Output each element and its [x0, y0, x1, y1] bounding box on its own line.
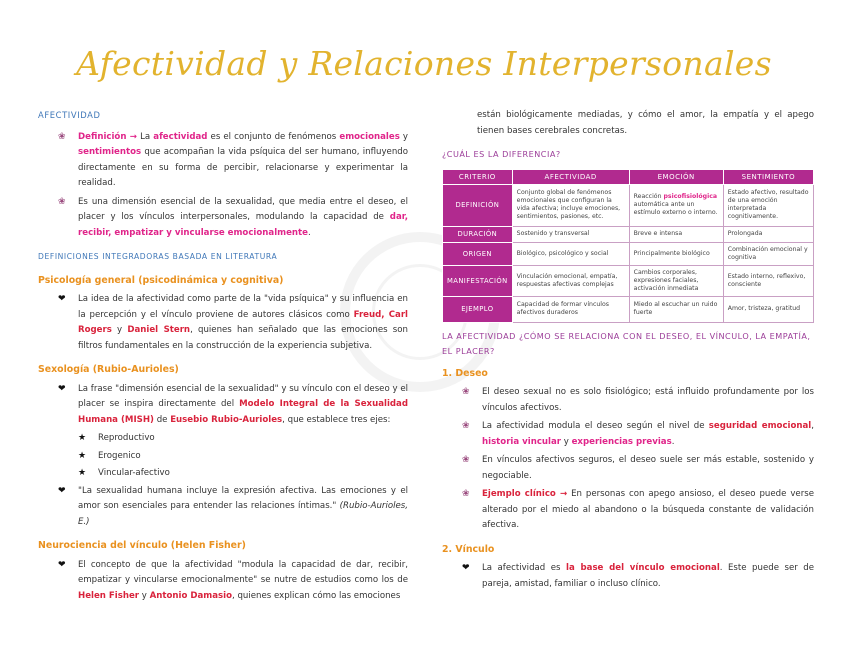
row-label: MANIFESTACIÓN	[443, 265, 513, 296]
neurociencia-heading: Neurociencia del vínculo (Helen Fisher)	[38, 540, 246, 551]
vinculo-heading: 2. Vínculo	[442, 543, 495, 555]
table-row	[443, 226, 814, 242]
left-column	[38, 108, 408, 607]
eje-item: ★ Vincular-afectivo	[38, 466, 408, 482]
heart-bullet-icon: ❤	[58, 485, 66, 496]
row-label: DEFINICIÓN	[443, 184, 513, 226]
star-bullet-icon: ★	[78, 468, 87, 478]
deseo-heading: 1. Deseo	[442, 367, 488, 379]
eje-item: ★ Reproductivo	[38, 431, 408, 447]
right-column	[442, 108, 814, 595]
heart-bullet-icon: ❤	[58, 294, 66, 304]
table-cell: Principalmente biológico	[629, 242, 723, 265]
table-cell: Conjunto global de fenómenos emocionales que configuran la vida afectiva; incluye emociones, sentimientos, pasiones, etc.	[512, 184, 629, 226]
table-row	[443, 184, 814, 226]
table-cell: Cambios corporales, expresiones faciales, activación inmediata	[629, 265, 723, 296]
table-cell: Combinación emocional y cognitiva	[723, 242, 813, 265]
table-cell: Reacción psicofisiológica automática ante un estímulo externo o interno.	[629, 184, 723, 226]
deseo-item: ❀ En vínculos afectivos seguros, el deseo suele ser más estable, sostenido y negociable.	[462, 455, 814, 481]
table-header-cell: AFECTIVIDAD	[512, 169, 629, 184]
definiciones-heading: DEFINICIONES INTEGRADORAS BASADA EN LITERATURA	[38, 252, 278, 261]
star-bullet-icon: ★	[78, 433, 87, 443]
table-cell: Breve e intensa	[629, 226, 723, 242]
heart-bullet-icon: ❤	[462, 563, 470, 573]
table-header-cell: CRITERIO	[443, 169, 513, 184]
definition-item: ❀ Definición → La afectividad es el conjunto de fenómenos emocionales y sentimientos que acompañan la vida psíquica del ser humano, influyendo directamente en su forma de percibir, relacionarse y experimentar la realidad.	[58, 131, 408, 188]
sexologia-heading: Sexología (Rubio-Aurioles)	[38, 364, 179, 375]
dimension-item: ❀ Es una dimensión esencial de la sexualidad, que media entre el deseo, el placer y los vínculos interpersonales, modulando la capacidad de dar, recibir, empatizar y vincularse emocionalmente.	[58, 196, 408, 238]
row-label: ORIGEN	[443, 242, 513, 265]
psicologia-heading: Psicología general (psicodinámica y cognitiva)	[38, 274, 284, 286]
eje-item: ★ Erogenico	[38, 449, 408, 465]
deseo-item: ❀ El deseo sexual no es solo fisiológico; está influido profundamente por los vínculos afectivos.	[462, 387, 814, 413]
deseo-item: ❀ La afectividad modula el deseo según el nivel de seguridad emocional, historia vincular y experiencias previas.	[462, 421, 814, 447]
table-row	[443, 296, 814, 322]
table-cell: Biológico, psicológico y social	[512, 242, 629, 265]
diferencia-heading: ¿CUÁL ES LA DIFERENCIA?	[442, 149, 561, 159]
table-cell: Sostenido y transversal	[512, 226, 629, 242]
table-header-cell: SENTIMIENTO	[723, 169, 813, 184]
heart-bullet-icon: ❤	[58, 383, 66, 394]
table-header-row	[443, 169, 814, 184]
table-row	[443, 242, 814, 265]
heart-bullet-icon: ❤	[58, 559, 66, 570]
table-cell: Capacidad de formar vínculos afectivos duraderos	[512, 296, 629, 322]
relacion-heading: LA AFECTIVIDAD ¿CÓMO SE RELACIONA CON EL DESEO, EL VÍNCULO, LA EMPATÍA, EL PLACER?	[442, 330, 811, 356]
table-cell: Estado afectivo, resultado de una emoción interpretada cognitivamente.	[723, 184, 813, 226]
quote-item: ❤ "La sexualidad humana incluye la expresión afectiva. Las emociones y el amor son esenciales para entender las relaciones íntimas." (Rubio-Aurioles, E.)	[58, 485, 408, 527]
table-cell: Prolongada	[723, 226, 813, 242]
flower-bullet-icon: ❀	[462, 455, 470, 465]
row-label: DURACIÓN	[443, 226, 513, 242]
flower-bullet-icon: ❀	[462, 387, 470, 397]
flower-bullet-icon: ❀	[58, 131, 66, 142]
psicologia-item: ❤ La idea de la afectividad como parte de la "vida psíquica" y su influencia en la percepción y el vínculo proviene de autores clásicos como Freud, Carl Rogers y Daniel Stern, quienes han señalado que las emociones son filtros fundamentales en la construcción de la experiencia subjetiva.	[58, 294, 408, 351]
star-bullet-icon: ★	[78, 450, 87, 461]
table-cell: Estado interno, reflexivo, consciente	[723, 265, 813, 296]
table-row	[443, 265, 814, 296]
flower-bullet-icon: ❀	[58, 196, 66, 207]
table-cell: Amor, tristeza, gratitud	[723, 296, 813, 322]
page-title: Afectividad y Relaciones Interpersonales	[76, 44, 772, 83]
vinculo-item: ❤ La afectividad es la base del vínculo emocional. Este puede ser de pareja, amistad, familiar o incluso clínico.	[462, 563, 814, 589]
row-label: EJEMPLO	[443, 296, 513, 322]
table-cell: Miedo al escuchar un ruido fuerte	[629, 296, 723, 322]
neurociencia-item: ❤ El concepto de que la afectividad "modula la capacidad de dar, recibir, empatizar y vincularse emocionalmente" se nutre de estudios como los de Helen Fisher y Antonio Damasio, quienes explican cómo las emociones	[58, 559, 408, 601]
afectividad-heading: AFECTIVIDAD	[38, 110, 101, 120]
table-cell: Vinculación emocional, empatía, respuestas afectivas complejas	[512, 265, 629, 296]
flower-bullet-icon: ❀	[462, 489, 470, 499]
flower-bullet-icon: ❀	[462, 421, 470, 431]
sexologia-item: ❤ La frase "dimensión esencial de la sexualidad" y su vínculo con el deseo y el placer se inspira directamente del Modelo Integral de la Sexualidad Humana (MISH) de Eusebio Rubio-Aurioles, que establece tres ejes:	[58, 383, 408, 425]
table-header-cell: EMOCIÓN	[629, 169, 723, 184]
continuation-text: están biológicamente mediadas, y cómo el amor, la empatía y el apego tienen bases cerebrales concretas.	[477, 110, 814, 136]
comparison-table	[442, 169, 814, 323]
deseo-item: ❀ Ejemplo clínico → En personas con apego ansioso, el deseo puede verse alterado por el miedo al abandono o la búsqueda constante de validación afectiva.	[462, 489, 814, 530]
